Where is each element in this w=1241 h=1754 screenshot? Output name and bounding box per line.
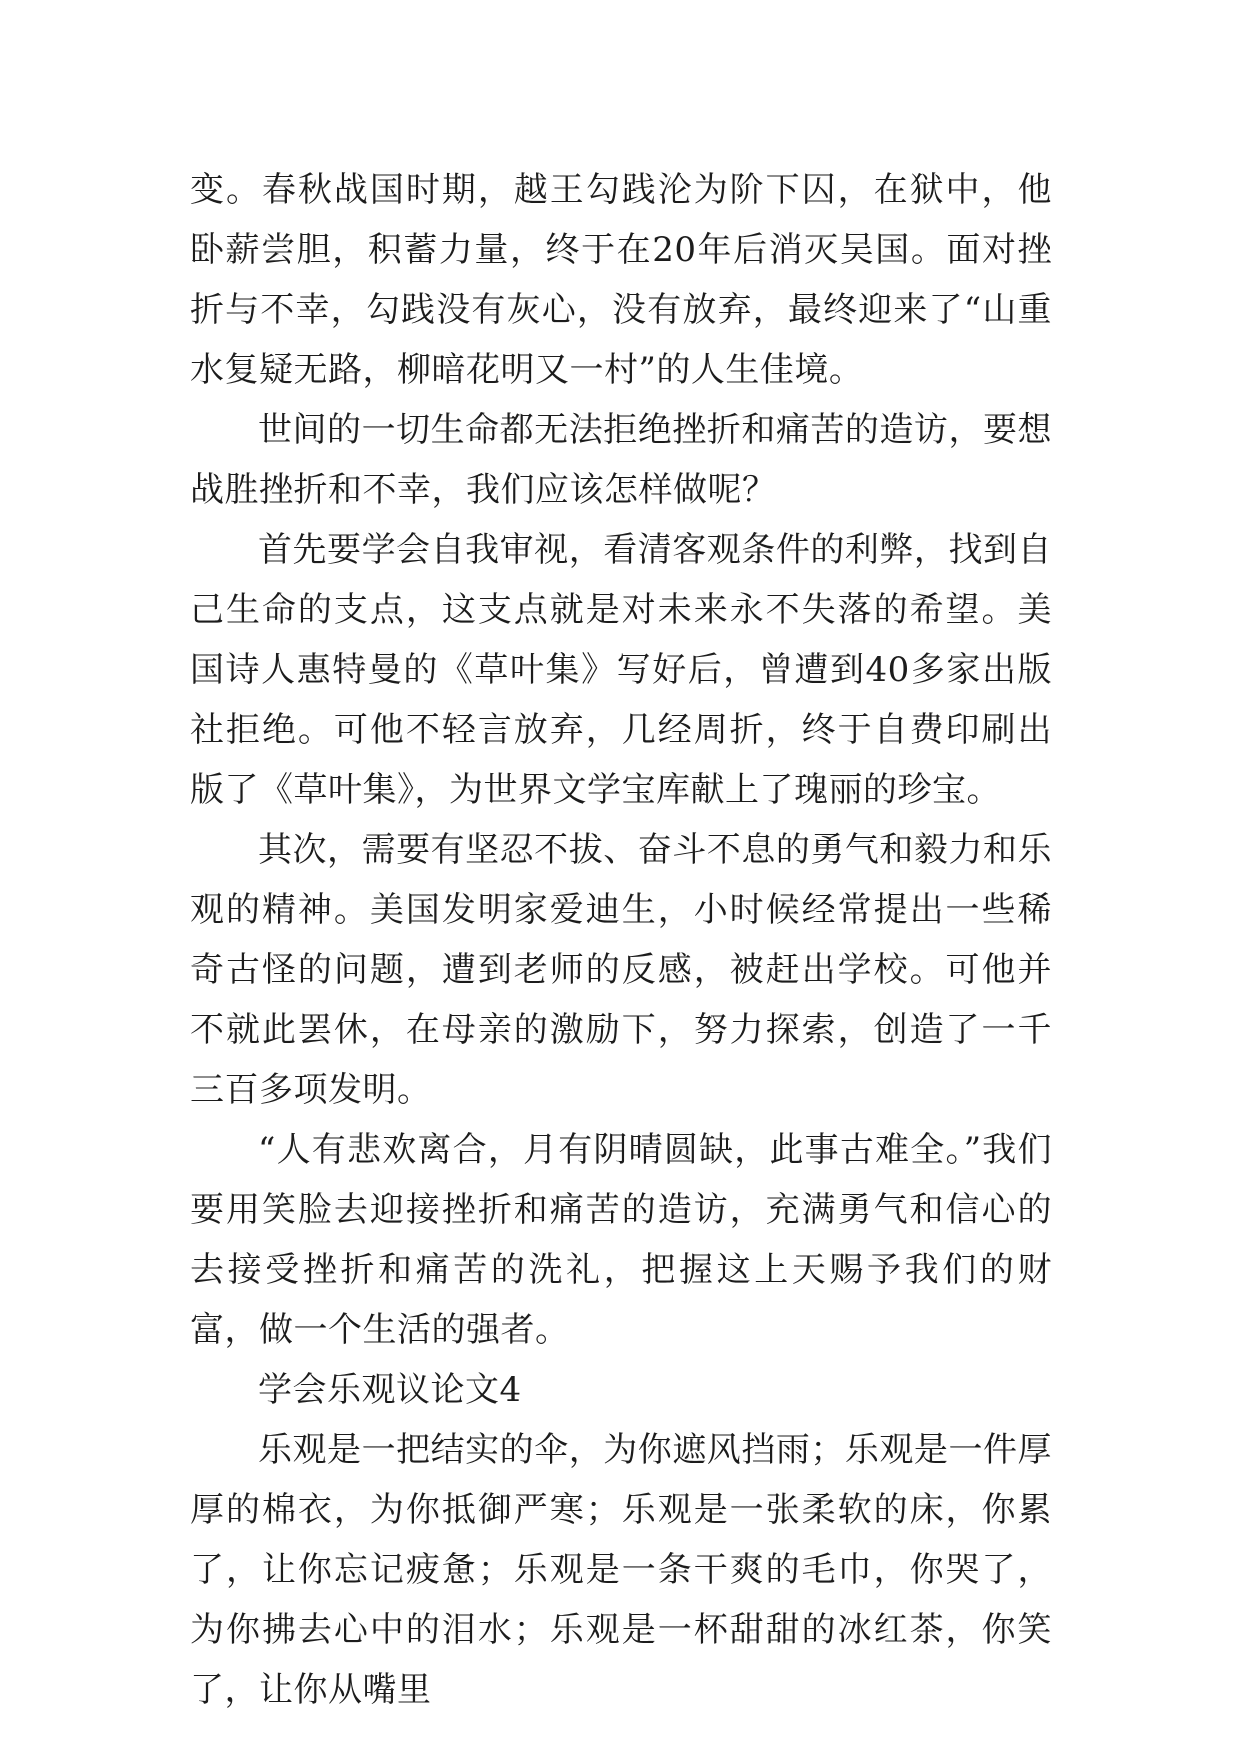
paragraph-question: 世间的一切生命都无法拒绝挫折和痛苦的造访，要想战胜挫折和不幸，我们应该怎样做呢？ bbox=[190, 410, 1052, 510]
paragraph-first-point: 首先要学会自我审视，看清客观条件的利弊，找到自己生命的支点，这支点就是对未来永不失落的希望。美国诗人惠特曼的《草叶集》写好后，曾遭到40多家出版社拒绝。可他不轻言放弃，几经周折，终于自费印刷出版了《草叶集》，为世界文学宝库献上了瑰丽的珍宝。 bbox=[190, 530, 1052, 810]
document-body bbox=[190, 160, 1052, 1720]
paragraph-second-point: 其次，需要有坚忍不拔、奋斗不息的勇气和毅力和乐观的精神。美国发明家爱迪生，小时候经常提出一些稀奇古怪的问题，遭到老师的反感，被赶出学校。可他并不就此罢休，在母亲的激励下，努力探索，创造了一千三百多项发明。 bbox=[190, 830, 1052, 1110]
section-heading: 学会乐观议论文4 bbox=[258, 1370, 522, 1410]
paragraph-optimism: 乐观是一把结实的伞，为你遮风挡雨；乐观是一件厚厚的棉衣，为你抵御严寒；乐观是一张柔软的床，你累了，让你忘记疲惫；乐观是一条干爽的毛巾，你哭了，为你拂去心中的泪水；乐观是一杯甜甜的冰红茶，你笑了，让你从嘴里 bbox=[190, 1430, 1052, 1710]
paragraph-conclusion: “人有悲欢离合，月有阴晴圆缺，此事古难全。”我们要用笑脸去迎接挫折和痛苦的造访，充满勇气和信心的去接受挫折和痛苦的洗礼，把握这上天赐予我们的财富，做一个生活的强者。 bbox=[190, 1130, 1052, 1350]
paragraph-goujian-story: 变。春秋战国时期，越王勾践沦为阶下囚，在狱中，他卧薪尝胆，积蓄力量，终于在20年后消灭吴国。面对挫折与不幸，勾践没有灰心，没有放弃，最终迎来了“山重水复疑无路，柳暗花明又一村”的人生佳境。 bbox=[190, 170, 1052, 390]
